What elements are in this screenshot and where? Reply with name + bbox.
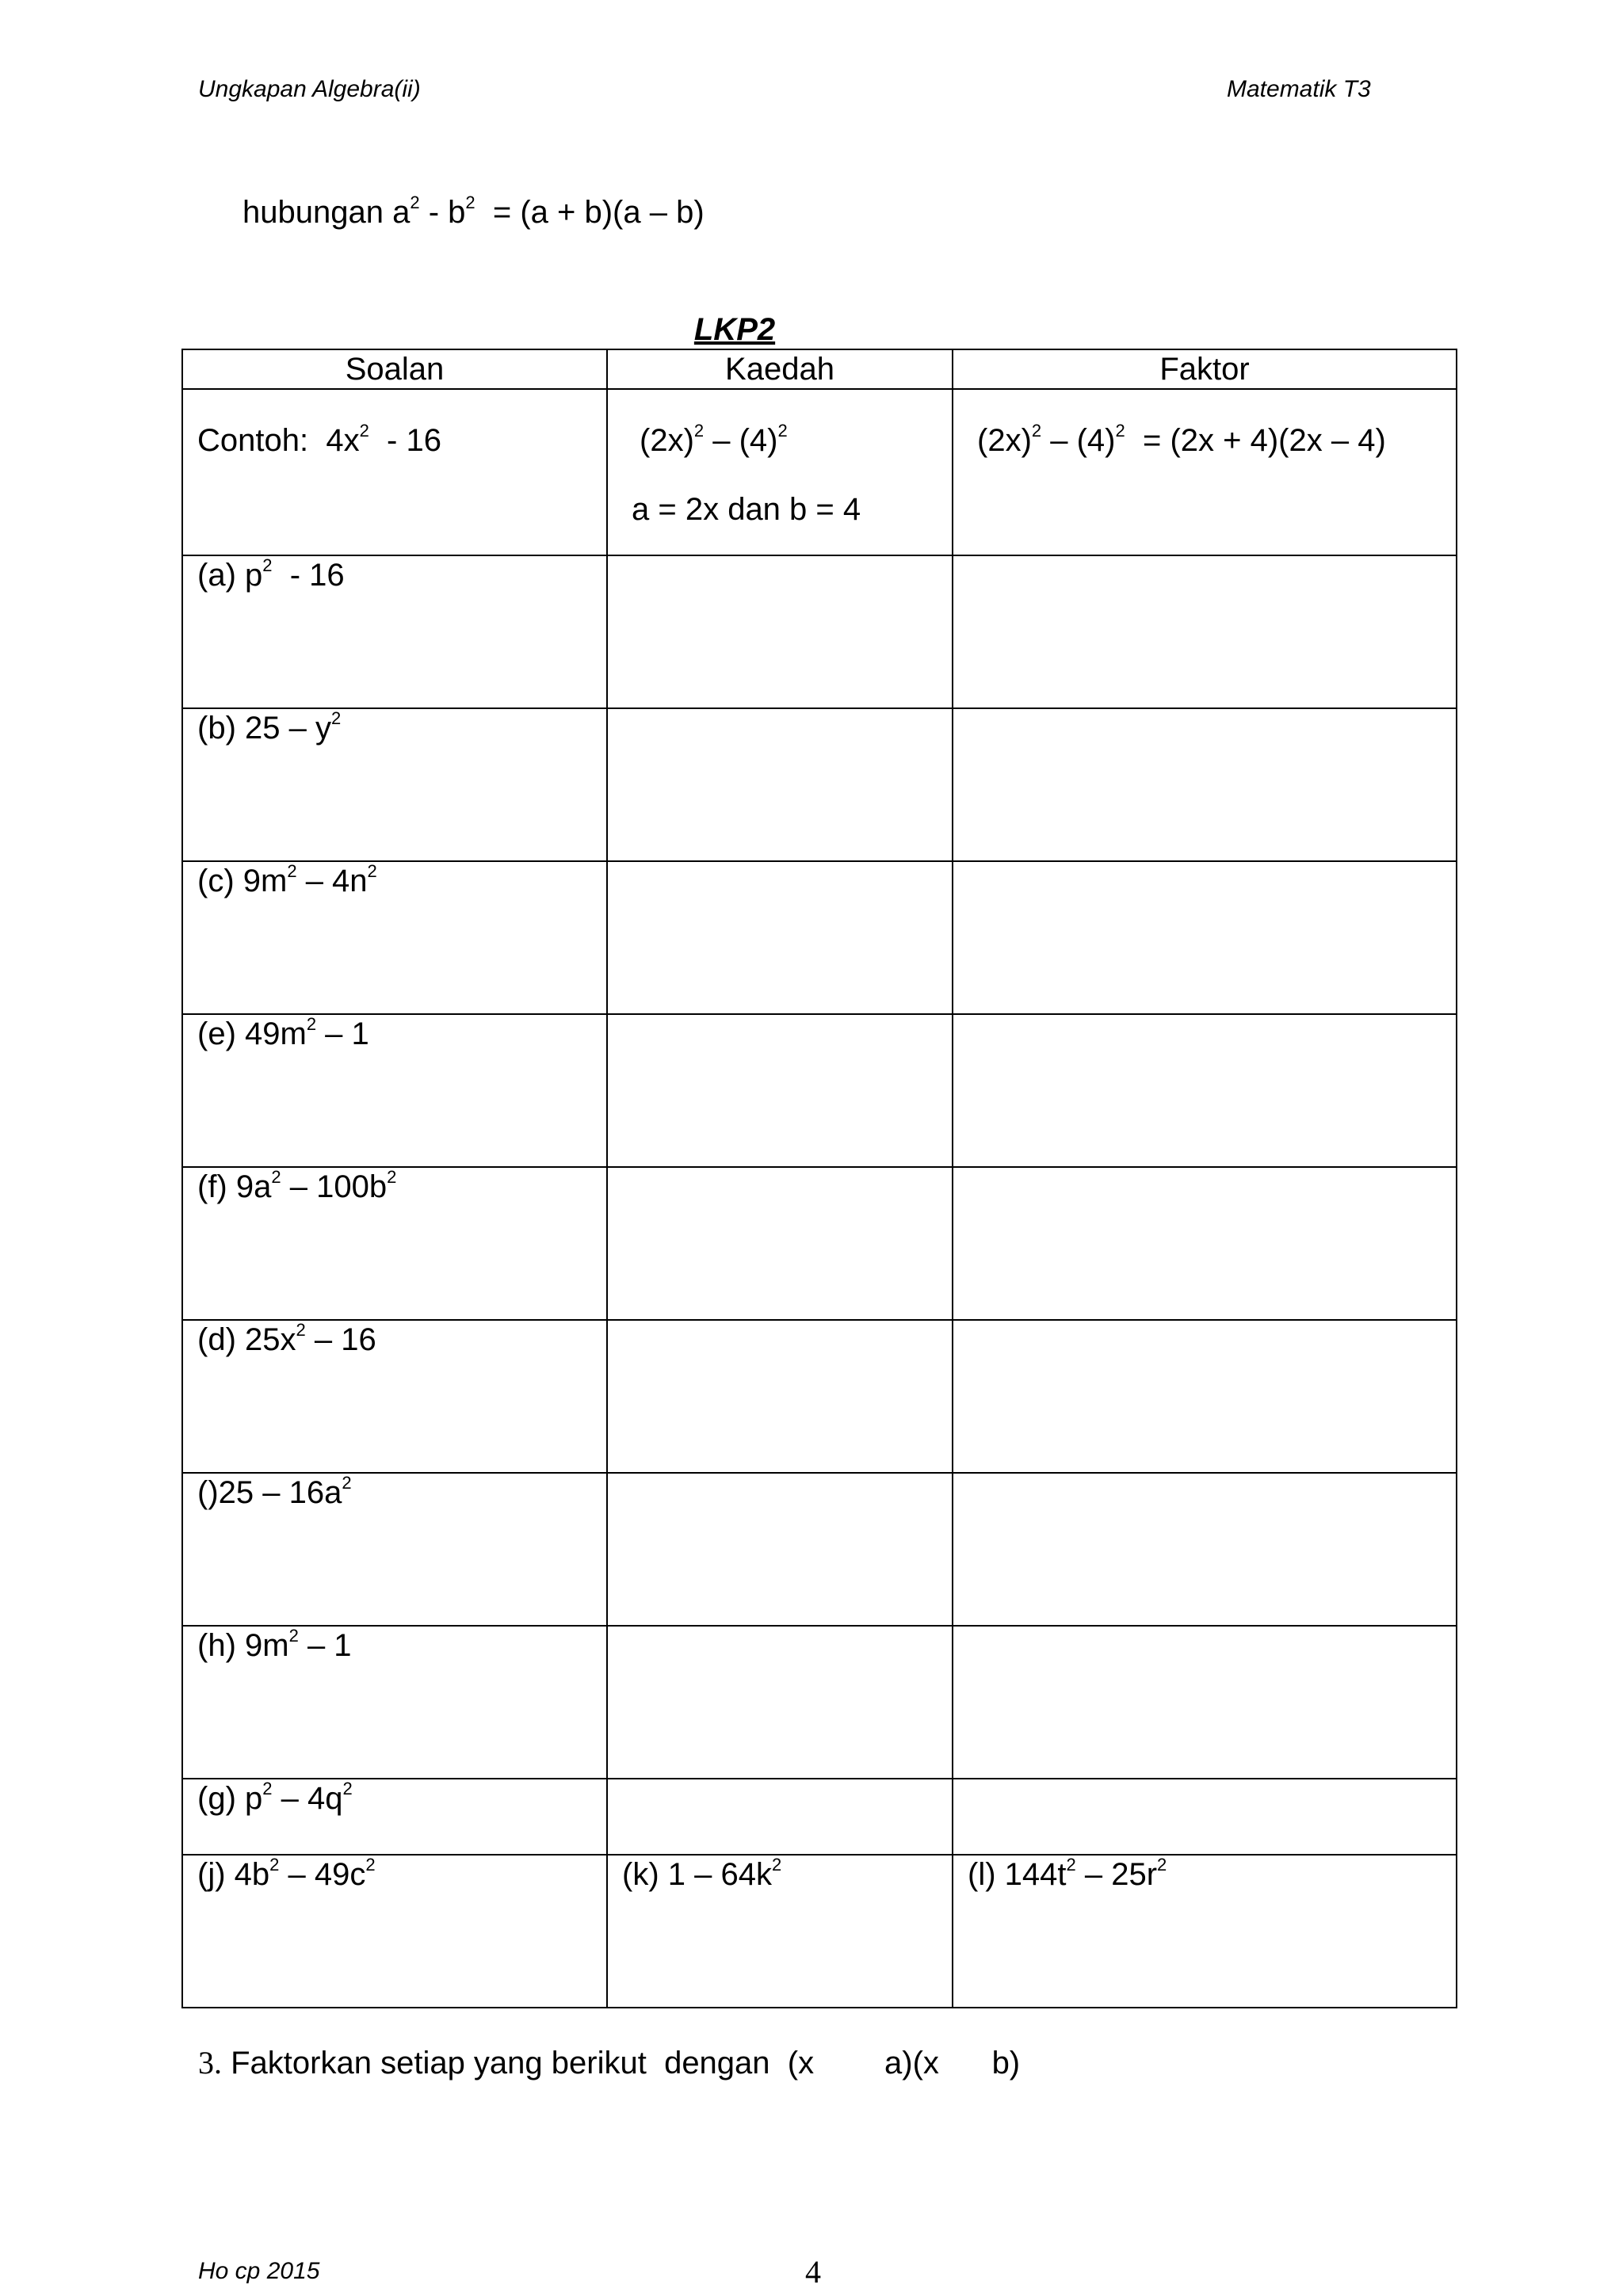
example-faktor-c: = (2x + 4)(2x – 4) — [1125, 423, 1386, 458]
soalan-pre: (d) 25x — [197, 1322, 296, 1357]
faktor-answer-cell[interactable] — [953, 1167, 1457, 1320]
kaedah-answer-cell[interactable] — [607, 1320, 953, 1473]
example-kaedah-b: – (4) — [704, 423, 778, 458]
question-k-cell[interactable] — [607, 1855, 953, 2008]
question-l-cell[interactable] — [953, 1855, 1457, 2008]
question-j-cell[interactable] — [182, 1855, 607, 2008]
table-row — [182, 1320, 1457, 1473]
example-faktor-exp1: 2 — [1031, 421, 1042, 441]
header-soalan: Soalan — [182, 349, 607, 389]
question-j-exp1: 2 — [269, 1855, 280, 1875]
relation-exp: 2 — [410, 193, 420, 213]
soalan-mid: – 1 — [316, 1016, 369, 1051]
soalan-cell — [182, 1167, 607, 1320]
table-title: LKP2 — [693, 312, 776, 347]
example-row — [182, 389, 1457, 555]
page-number: 4 — [805, 2254, 821, 2290]
faktor-answer-cell[interactable] — [953, 1014, 1457, 1167]
kaedah-answer-cell[interactable] — [607, 1473, 953, 1626]
example-kaedah-exp2: 2 — [777, 421, 788, 441]
soalan-pre: (h) 9m — [197, 1628, 289, 1663]
question-l-exp1: 2 — [1066, 1855, 1076, 1875]
soalan-exp1: 2 — [262, 1779, 273, 1799]
soalan-exp1: 2 — [330, 708, 342, 729]
example-kaedah-exp1: 2 — [693, 421, 705, 441]
example-faktor — [953, 389, 1457, 555]
soalan-mid: – 4q — [272, 1781, 343, 1816]
kaedah-answer-cell[interactable] — [607, 1626, 953, 1779]
soalan-pre: (g) p — [197, 1781, 263, 1816]
question-j-mid: – 49c — [279, 1857, 366, 1892]
soalan-exp2: 2 — [367, 861, 377, 882]
soalan-cell — [182, 861, 607, 1014]
soalan-pre: (a) p — [197, 558, 263, 593]
question-l-mid: – 25r — [1075, 1857, 1158, 1892]
relation-suffix: = (a + b)(a – b) — [475, 195, 705, 230]
soalan-exp1: 2 — [287, 861, 297, 882]
soalan-mid: – 16 — [305, 1322, 376, 1357]
question-j-pre: (j) 4b — [197, 1857, 270, 1892]
soalan-cell — [182, 1473, 607, 1626]
soalan-exp2: 2 — [387, 1167, 397, 1188]
soalan-exp1: 2 — [306, 1014, 317, 1035]
soalan-cell — [182, 708, 607, 861]
section-3-text: Faktorkan setiap yang berikut dengan (x a)(x b) — [222, 2046, 1021, 2081]
kaedah-answer-cell[interactable] — [607, 1779, 953, 1855]
table-row — [182, 708, 1457, 861]
section-3-instruction — [198, 2044, 1020, 2081]
soalan-exp1: 2 — [262, 555, 273, 576]
table-row — [182, 1167, 1457, 1320]
soalan-cell — [182, 1626, 607, 1779]
example-faktor-a: (2x) — [977, 423, 1032, 458]
footer-author: Ho cp 2015 — [198, 2258, 320, 2284]
soalan-pre: ()25 – 16a — [197, 1475, 342, 1510]
question-k-pre: (k) 1 – 64k — [622, 1857, 772, 1892]
faktor-answer-cell[interactable] — [953, 708, 1457, 861]
soalan-pre: (b) 25 – y — [197, 711, 331, 746]
header-right: Matematik T3 — [1227, 76, 1371, 102]
soalan-exp2: 2 — [342, 1779, 353, 1799]
soalan-exp1: 2 — [342, 1473, 352, 1493]
example-kaedah-a: (2x) — [640, 423, 694, 458]
soalan-mid: - 16 — [272, 558, 345, 593]
kaedah-answer-cell[interactable] — [607, 861, 953, 1014]
soalan-exp1: 2 — [296, 1320, 306, 1341]
soalan-pre: (c) 9m — [197, 864, 288, 898]
example-faktor-b: – (4) — [1041, 423, 1116, 458]
faktor-answer-cell[interactable] — [953, 555, 1457, 708]
example-soalan — [182, 389, 607, 555]
soalan-exp1: 2 — [288, 1626, 299, 1646]
soalan-mid: – 4n — [296, 864, 368, 898]
last-row — [182, 1855, 1457, 2008]
faktor-answer-cell[interactable] — [953, 1779, 1457, 1855]
soalan-exp1: 2 — [271, 1167, 281, 1188]
example-soalan-exp: 2 — [359, 421, 369, 441]
example-soalan-pre: Contoh: 4x — [197, 423, 360, 458]
table-row — [182, 1014, 1457, 1167]
kaedah-answer-cell[interactable] — [607, 708, 953, 861]
kaedah-answer-cell[interactable] — [607, 1014, 953, 1167]
relation-prefix: hubungan a — [242, 195, 411, 230]
soalan-cell — [182, 1779, 607, 1855]
soalan-mid: – 100b — [281, 1169, 388, 1204]
example-soalan-post: - 16 — [369, 423, 441, 458]
table-row — [182, 555, 1457, 708]
question-k-exp: 2 — [771, 1855, 782, 1875]
header-kaedah: Kaedah — [607, 349, 953, 389]
faktor-answer-cell[interactable] — [953, 1626, 1457, 1779]
header-faktor: Faktor — [953, 349, 1457, 389]
soalan-cell — [182, 1014, 607, 1167]
relation-mid: - b — [419, 195, 466, 230]
soalan-pre: (e) 49m — [197, 1016, 307, 1051]
kaedah-answer-cell[interactable] — [607, 555, 953, 708]
faktor-answer-cell[interactable] — [953, 1320, 1457, 1473]
soalan-pre: (f) 9a — [197, 1169, 272, 1204]
header-left: Ungkapan Algebra(ii) — [198, 76, 421, 102]
example-kaedah — [607, 389, 953, 555]
section-3-number: 3. — [198, 2045, 222, 2081]
soalan-mid: – 1 — [298, 1628, 352, 1663]
soalan-cell — [182, 555, 607, 708]
soalan-cell — [182, 1320, 607, 1473]
faktor-answer-cell[interactable] — [953, 1473, 1457, 1626]
table-row — [182, 1626, 1457, 1779]
question-l-exp2: 2 — [1157, 1855, 1167, 1875]
example-faktor-exp2: 2 — [1115, 421, 1125, 441]
relation-exp2: 2 — [465, 193, 475, 213]
question-l-pre: (l) 144t — [968, 1857, 1067, 1892]
question-j-exp2: 2 — [365, 1855, 376, 1875]
kaedah-answer-cell[interactable] — [607, 1167, 953, 1320]
table-header-row — [182, 349, 1457, 389]
relation-formula — [242, 195, 705, 231]
table-row — [182, 861, 1457, 1014]
faktor-answer-cell[interactable] — [953, 861, 1457, 1014]
example-kaedah-line2: a = 2x dan b = 4 — [632, 492, 861, 527]
table-row — [182, 1779, 1457, 1855]
lkp-table — [181, 349, 1457, 2008]
table-row — [182, 1473, 1457, 1626]
